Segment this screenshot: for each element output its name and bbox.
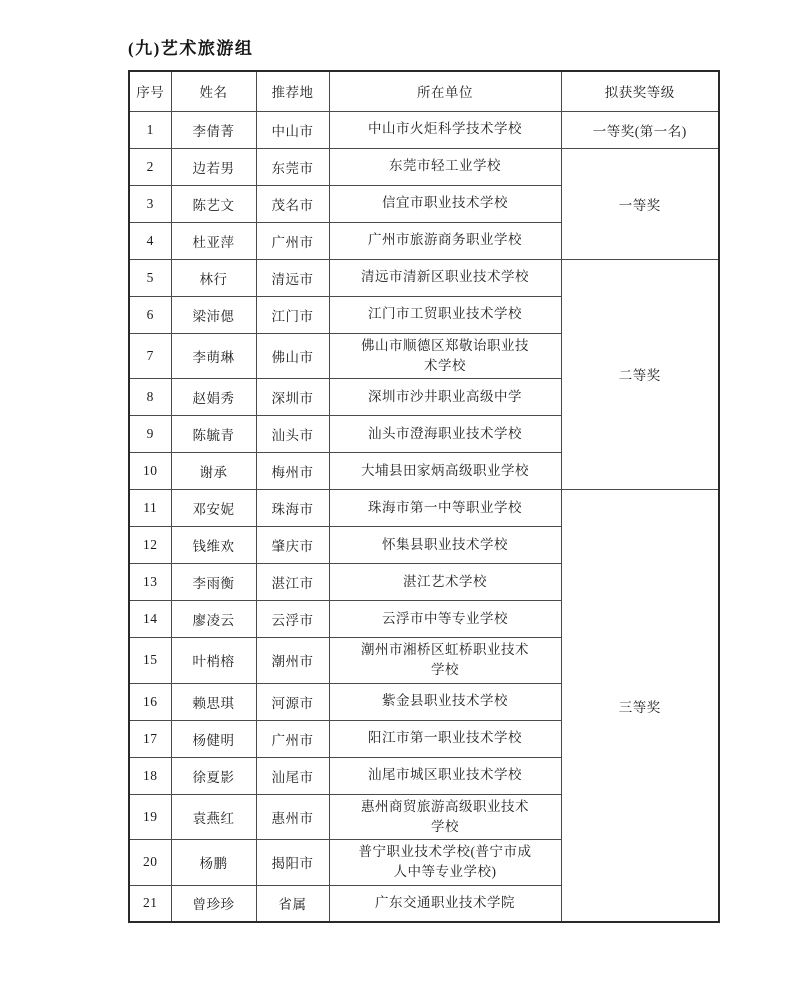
organization-cell (329, 296, 561, 333)
row-number-cell: 3 (129, 185, 171, 222)
recommending-city-cell: 中山市 (256, 111, 329, 148)
recommending-city-cell: 珠海市 (256, 490, 329, 527)
organization-text: 汕头市澄海职业技术学校 (368, 425, 522, 441)
contestant-name-cell: 曾珍珍 (171, 885, 256, 922)
award-level-cell: 一等奖(第一名) (561, 111, 719, 148)
organization-text: 湛江艺术学校 (403, 573, 487, 589)
contestant-name-cell: 林行 (171, 259, 256, 296)
organization-cell (329, 416, 561, 453)
recommending-city-cell: 东莞市 (256, 148, 329, 185)
contestant-name-cell: 梁沛偲 (171, 296, 256, 333)
recommending-city-cell: 茂名市 (256, 185, 329, 222)
organization-cell (329, 453, 561, 490)
recommending-city-cell: 梅州市 (256, 453, 329, 490)
recommending-city-cell: 省属 (256, 885, 329, 922)
table-row (129, 490, 719, 527)
recommending-city-cell: 深圳市 (256, 379, 329, 416)
contestant-name-cell: 杨鹏 (171, 840, 256, 886)
document-page (128, 34, 720, 923)
recommending-city-cell: 肇庆市 (256, 527, 329, 564)
organization-cell (329, 333, 561, 379)
contestant-name-cell: 钱维欢 (171, 527, 256, 564)
row-number-cell: 12 (129, 527, 171, 564)
row-number-cell: 15 (129, 638, 171, 684)
organization-text: 大埔县田家炳高级职业学校 (361, 462, 529, 478)
contestant-name-cell: 叶梢榕 (171, 638, 256, 684)
col-header-no: 序号 (129, 71, 171, 111)
section-title: (九)艺术旅游组 (128, 39, 254, 58)
contestant-name-cell: 陈艺文 (171, 185, 256, 222)
contestant-name-cell: 谢承 (171, 453, 256, 490)
organization-text: 信宜市职业技术学校 (382, 195, 508, 211)
organization-cell (329, 111, 561, 148)
col-header-unit: 所在单位 (329, 71, 561, 111)
contestant-name-cell: 杜亚萍 (171, 222, 256, 259)
contestant-name-cell: 杨健明 (171, 720, 256, 757)
row-number-cell: 13 (129, 564, 171, 601)
organization-cell (329, 720, 561, 757)
col-header-award: 拟获奖等级 (561, 71, 719, 111)
organization-text: 中山市火炬科学技术学校 (368, 121, 522, 137)
organization-cell (329, 564, 561, 601)
row-number-cell: 8 (129, 379, 171, 416)
organization-cell (329, 379, 561, 416)
row-number-cell: 10 (129, 453, 171, 490)
table-row (129, 259, 719, 296)
organization-text: 广东交通职业技术学院 (375, 895, 515, 911)
row-number-cell: 1 (129, 111, 171, 148)
recommending-city-cell: 云浮市 (256, 601, 329, 638)
award-level-cell: 一等奖 (561, 148, 719, 259)
contestant-name-cell: 邓安妮 (171, 490, 256, 527)
recommending-city-cell: 惠州市 (256, 794, 329, 840)
organization-text: 深圳市沙井职业高级中学 (368, 388, 522, 404)
contestant-name-cell: 边若男 (171, 148, 256, 185)
contestant-name-cell: 李倩菁 (171, 111, 256, 148)
award-table (128, 70, 720, 923)
organization-text: 江门市工贸职业技术学校 (368, 306, 522, 322)
organization-cell (329, 683, 561, 720)
organization-text: 潮州市湘桥区虹桥职业技术学校 (361, 642, 529, 678)
contestant-name-cell: 李萌琳 (171, 333, 256, 379)
recommending-city-cell: 汕头市 (256, 416, 329, 453)
organization-cell (329, 222, 561, 259)
recommending-city-cell: 河源市 (256, 683, 329, 720)
row-number-cell: 11 (129, 490, 171, 527)
row-number-cell: 4 (129, 222, 171, 259)
organization-cell (329, 490, 561, 527)
row-number-cell: 20 (129, 840, 171, 886)
organization-cell (329, 638, 561, 684)
contestant-name-cell: 赵娟秀 (171, 379, 256, 416)
organization-cell (329, 259, 561, 296)
organization-cell (329, 840, 561, 886)
organization-cell (329, 794, 561, 840)
organization-text: 怀集县职业技术学校 (382, 536, 508, 552)
contestant-name-cell: 廖凌云 (171, 601, 256, 638)
col-header-place: 推荐地 (256, 71, 329, 111)
organization-text: 普宁职业技术学校(普宁市成人中等专业学校) (358, 844, 532, 880)
row-number-cell: 6 (129, 296, 171, 333)
organization-cell (329, 601, 561, 638)
row-number-cell: 14 (129, 601, 171, 638)
award-level-cell: 三等奖 (561, 490, 719, 923)
row-number-cell: 7 (129, 333, 171, 379)
organization-cell (329, 185, 561, 222)
col-header-name: 姓名 (171, 71, 256, 111)
row-number-cell: 16 (129, 683, 171, 720)
organization-text: 广州市旅游商务职业学校 (368, 232, 522, 248)
organization-cell (329, 148, 561, 185)
contestant-name-cell: 赖思琪 (171, 683, 256, 720)
organization-text: 阳江市第一职业技术学校 (368, 730, 522, 746)
row-number-cell: 5 (129, 259, 171, 296)
recommending-city-cell: 湛江市 (256, 564, 329, 601)
contestant-name-cell: 袁燕红 (171, 794, 256, 840)
recommending-city-cell: 清远市 (256, 259, 329, 296)
award-level-cell: 二等奖 (561, 259, 719, 490)
contestant-name-cell: 陈毓青 (171, 416, 256, 453)
row-number-cell: 19 (129, 794, 171, 840)
organization-text: 清远市清新区职业技术学校 (361, 269, 529, 285)
organization-cell (329, 885, 561, 922)
organization-text: 云浮市中等专业学校 (382, 610, 508, 626)
recommending-city-cell: 汕尾市 (256, 757, 329, 794)
organization-text: 珠海市第一中等职业学校 (368, 499, 522, 515)
organization-cell (329, 527, 561, 564)
recommending-city-cell: 潮州市 (256, 638, 329, 684)
row-number-cell: 17 (129, 720, 171, 757)
header-row (129, 71, 719, 111)
row-number-cell: 21 (129, 885, 171, 922)
contestant-name-cell: 李雨衡 (171, 564, 256, 601)
recommending-city-cell: 揭阳市 (256, 840, 329, 886)
organization-text: 汕尾市城区职业技术学校 (368, 767, 522, 783)
contestant-name-cell: 徐夏影 (171, 757, 256, 794)
table-row (129, 111, 719, 148)
row-number-cell: 2 (129, 148, 171, 185)
recommending-city-cell: 江门市 (256, 296, 329, 333)
recommending-city-cell: 广州市 (256, 720, 329, 757)
organization-text: 紫金县职业技术学校 (382, 693, 508, 709)
organization-cell (329, 757, 561, 794)
table-row (129, 148, 719, 185)
organization-text: 惠州商贸旅游高级职业技术学校 (361, 798, 529, 834)
organization-text: 佛山市顺德区郑敬诒职业技术学校 (361, 337, 529, 373)
row-number-cell: 18 (129, 757, 171, 794)
recommending-city-cell: 佛山市 (256, 333, 329, 379)
organization-text: 东莞市轻工业学校 (389, 158, 501, 174)
row-number-cell: 9 (129, 416, 171, 453)
recommending-city-cell: 广州市 (256, 222, 329, 259)
